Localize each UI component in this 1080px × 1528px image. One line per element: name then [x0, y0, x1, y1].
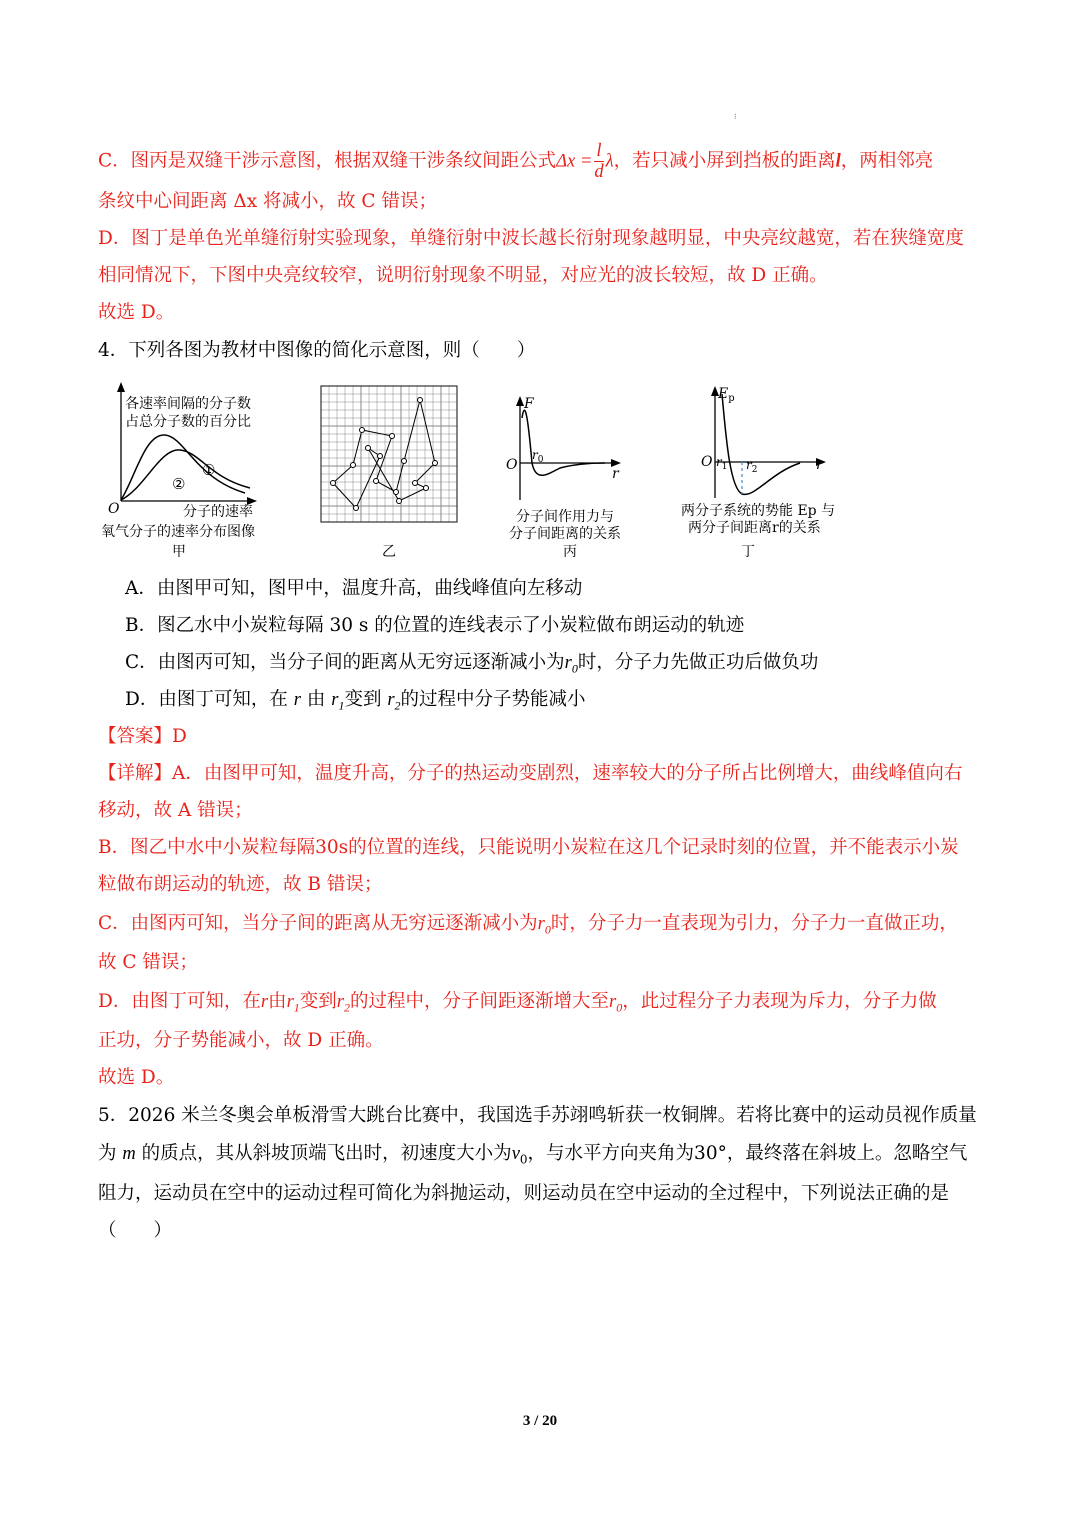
text: 的质点，其从斜坡顶端飞出时，初速度大小为 — [141, 1143, 512, 1164]
explanation-c-line2: 条纹中心间距离 Δx 将减小，故 C 错误； — [98, 191, 437, 212]
explanation-d-line2: 正功，分子势能减小，故 D 正确。 — [98, 1030, 384, 1051]
explanation-d-line1 — [98, 990, 937, 1020]
path-point — [433, 461, 438, 466]
question-5-line3: 阻力，运动员在空中的运动过程可简化为斜抛运动，则运动员在空中运动的全过程中，下列说法正确的是 — [98, 1183, 950, 1204]
question-5-line4: （ ） — [98, 1220, 173, 1241]
option-c — [125, 651, 818, 681]
subscript: 0 — [519, 1152, 528, 1167]
subscript: 2 — [394, 698, 401, 713]
var-r: r — [564, 653, 572, 673]
explanation-c-line1 — [98, 141, 933, 182]
figure-yi — [321, 386, 457, 560]
y-label-2: 占总分子数的百分比 — [125, 414, 251, 430]
explanation-d-line2: 相同情况下，下图中央亮纹较窄，说明衍射现象不明显，对应光的波长较短，故 D 正确。 — [98, 265, 828, 286]
option-d — [125, 688, 586, 718]
text: D．由图丁可知，在 — [125, 689, 288, 710]
path-point — [331, 481, 336, 486]
var-l: l — [835, 151, 841, 172]
page-number: 3 / 20 — [522, 1413, 558, 1429]
potential-curve — [722, 394, 800, 494]
caption: 氧气分子的速率分布图像 — [101, 524, 255, 540]
origin-label: O — [701, 454, 713, 470]
curve-1 — [121, 450, 250, 500]
figure-name: 乙 — [382, 544, 396, 560]
text: 变到 — [299, 991, 337, 1012]
path-points — [331, 398, 438, 511]
path-point — [374, 479, 379, 484]
text: 的过程中分子势能减小 — [400, 689, 586, 710]
var-m: m — [122, 1144, 136, 1164]
explanation-a-line1: 【详解】A．由图甲可知，温度升高，分子的热运动变剧烈，速率较大的分子所占比例增大，曲线峰值向右 — [98, 763, 963, 784]
explanation-c-line2: 故 C 错误； — [98, 952, 198, 973]
explanation-b-line2: 粒做布朗运动的轨迹，故 B 错误； — [98, 874, 383, 895]
subscript: 1 — [338, 698, 345, 713]
text: ，两相邻亮 — [840, 150, 934, 172]
y-axis-arrow — [516, 396, 524, 406]
r0-label: $r_0$ — [532, 448, 544, 465]
subscript: 1 — [293, 1000, 300, 1015]
path-point — [402, 459, 407, 464]
text: 由 — [306, 689, 326, 710]
path-point — [394, 490, 399, 495]
x-label: r — [612, 466, 619, 482]
grid-frame — [321, 386, 457, 522]
var-r2: r — [336, 992, 344, 1012]
caption-2: 两分子间距离r的关系 — [688, 520, 821, 536]
y-label: $E_p$ — [718, 386, 735, 404]
figure-bing — [506, 396, 621, 560]
r2-label: $r_2$ — [746, 458, 758, 475]
path-point — [397, 499, 402, 504]
var-r0: r — [609, 992, 617, 1012]
select-answer-4: 故选 D。 — [98, 1067, 175, 1088]
curve-1-label: ① — [202, 461, 216, 479]
caption-2: 分子间距离的关系 — [509, 526, 621, 542]
path-point — [378, 454, 383, 459]
var-r: r — [260, 992, 269, 1012]
path-point — [413, 481, 418, 486]
select-answer-3: 故选 D。 — [98, 302, 175, 323]
path-point — [418, 398, 423, 403]
subscript: 0 — [544, 922, 551, 937]
text: D．由图丁可知，在 — [98, 991, 261, 1012]
formula-lhs: Δx = — [556, 151, 593, 172]
text: C．由图丙可知，当分子间的距离从无穷远逐渐减小为 — [98, 913, 538, 934]
formula-fraction — [594, 141, 603, 182]
caption-1: 两分子系统的势能 Ep 与 — [681, 503, 836, 519]
explanation-a-line2: 移动，故 A 错误； — [98, 800, 253, 821]
path-point — [366, 446, 371, 451]
question-4-figures — [0, 378, 1080, 578]
option-a: A．由图甲可知，图甲中，温度升高，曲线峰值向左移动 — [125, 578, 583, 599]
subscript: 0 — [571, 661, 578, 676]
formula-lambda: λ — [605, 151, 614, 172]
y-label-1: 各速率间隔的分子数 — [125, 396, 251, 412]
explanation-b-line1: B．图乙中水中小炭粒每隔30s的位置的连线，只能说明小炭粒在这几个记录时刻的位置，并不能表示小炭 — [98, 837, 959, 858]
particle-path — [333, 400, 435, 508]
figure-ding — [681, 386, 835, 560]
fraction-numerator: l — [594, 141, 603, 162]
text: ，与水平方向夹角为30°，最终落在斜坡上。忽略空气 — [527, 1143, 968, 1164]
subscript: 0 — [616, 1000, 623, 1015]
question-5-line2 — [98, 1142, 967, 1172]
text: 为 — [98, 1143, 117, 1164]
top-mark: ⁝ — [734, 112, 737, 121]
fraction-denominator: d — [594, 162, 604, 182]
figure-name: 甲 — [172, 544, 186, 560]
path-point — [390, 434, 395, 439]
answer: 【答案】D — [98, 726, 187, 747]
path-point — [424, 486, 429, 491]
var-r: r — [537, 914, 545, 934]
origin-label: O — [108, 501, 120, 517]
text: C．由图丙可知，当分子间的距离从无穷远逐渐减小为 — [125, 652, 565, 673]
origin-label: O — [506, 457, 518, 473]
text: 由 — [268, 991, 287, 1012]
figure-name: 丙 — [563, 544, 577, 560]
question-5-line1: 5．2026 米兰冬奥会单板滑雪大跳台比赛中，我国选手苏翊鸣斩获一枚铜牌。若将比赛中的运动员视作质量 — [98, 1105, 977, 1126]
path-point — [351, 463, 356, 468]
text: 时，分子力先做正功后做负功 — [577, 652, 819, 673]
x-label: r — [816, 457, 823, 473]
text: ，此过程分子力表现为斥力，分子力做 — [622, 991, 937, 1012]
question-4-stem: 4．下列各图为教材中图像的简化示意图，则（ ） — [98, 340, 536, 361]
grid — [321, 386, 457, 522]
figure-name: 丁 — [741, 544, 755, 560]
var-v: v — [511, 1144, 520, 1164]
var-r1: r — [331, 690, 339, 710]
text: ，若只减小屏到挡板的距离 — [613, 150, 836, 172]
path-point — [360, 428, 365, 433]
x-label: 分子的速率 — [183, 504, 253, 520]
text: 变到 — [344, 689, 382, 710]
path-point — [354, 506, 359, 511]
var-r2: r — [387, 690, 395, 710]
r1-label: $r_1$ — [716, 455, 728, 472]
text: 的过程中，分子间距逐渐增大至 — [349, 991, 609, 1012]
curve-2-label: ② — [172, 475, 186, 493]
caption-1: 分子间作用力与 — [516, 509, 614, 525]
explanation-c-line1 — [98, 912, 958, 942]
y-axis-arrow — [117, 382, 125, 392]
figure-jia — [101, 382, 257, 560]
explanation-d-line1: D．图丁是单色光单缝衍射实验现象，单缝衍射中波长越长衍射现象越明显，中央亮纹越宽，若在狭缝宽度 — [98, 228, 964, 249]
text: C．图丙是双缝干涉示意图，根据双缝干涉条纹间距公式 — [98, 150, 557, 172]
var-r1: r — [286, 992, 294, 1012]
option-b: B．图乙水中小炭粒每隔 30 s 的位置的连线表示了小炭粒做布朗运动的轨迹 — [125, 615, 745, 636]
subscript: 2 — [343, 1000, 350, 1015]
y-label: F — [524, 396, 534, 412]
text: 时，分子力一直表现为引力，分子力一直做正功， — [550, 913, 958, 934]
force-curve — [522, 410, 605, 475]
var-r: r — [293, 690, 301, 710]
